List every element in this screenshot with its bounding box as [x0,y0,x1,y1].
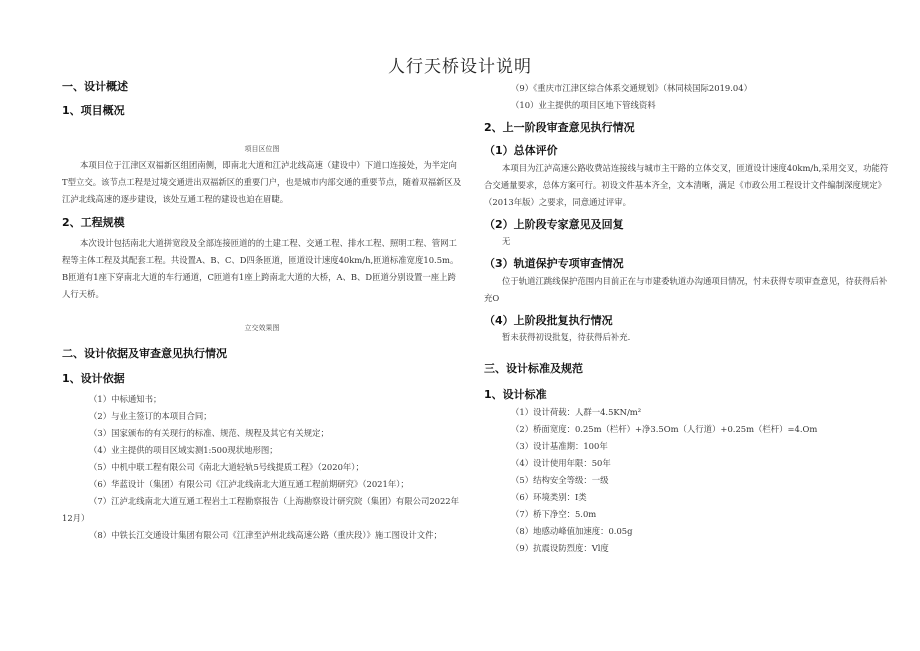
section-heading-basis: 二、设计依据及审查意见执行情况 [62,347,227,360]
left-column [62,78,462,544]
subheading-design-standards: 1、设计标准 [484,388,547,401]
subheading-overall-evaluation: （1）总体评价 [484,144,558,157]
paragraph-overall-evaluation: 本项目为江泸高速公路收费站连接线与城市主干路的立体交叉，匝道设计速度40km/h,采用交叉，功能符合交通量要求，总体方案可行。初设文件基本齐全，文本清晰，满足《市政公用工程设计文件编制深度规定》（2013年版）之要求，同意通过评审。 [484,163,889,207]
list-item: （8）地感动峰值加速度：0.05g [511,526,633,536]
list-item: （10）业主提供的项目区地下管线资料 [511,100,656,110]
paragraph-approval-execution: 暂未获得初设批复，待获得后补充. [502,332,631,342]
section-heading-overview: 一、设计概述 [62,80,128,93]
list-item: （7）桥下净空：5.0m [511,509,597,519]
caption-location-map: 项目区位图 [244,145,280,153]
list-item: （4）业主提供的项目区域实测1:500现状地形图； [89,445,278,455]
subheading-scale: 2、工程规模 [62,216,125,229]
list-item: （7）江泸北线南北大道互通工程岩土工程勘察报告（上海勘察设计研究院（集团）有限公司2022年12月） [62,496,460,523]
standards-list [484,404,892,557]
list-item: （5）结构安全等级：一级 [511,475,609,485]
paragraph-rail-protection: 位于轨道江跳线保护范围内目前正在与市建委轨道办沟通项目情况，忖未获得专项审查意见，待获得后补充O [484,276,888,303]
subheading-expert-opinions: （2）上阶段专家意见及回复 [484,218,624,231]
list-item: （1）设计荷载：人群一4.5KN/m² [511,407,642,417]
list-item: （2）与业主签订的本项目合同； [89,411,212,421]
subheading-rail-protection: （3）轨道保护专项审查情况 [484,257,624,270]
list-item: （6）华蓝设计（集团）有限公司《江泸北线南北大道互通工程前期研究》（2021年）； [89,479,409,489]
subheading-project-overview: 1、项目概况 [62,104,125,117]
list-item: （1）中标通知书； [89,394,162,404]
list-item: （4）设计使用年限：50年 [511,458,611,468]
paragraph-scale: 本次设计包括南北大道拼宽段及全部连接匝道的的土建工程、交通工程、排水工程、照明工程、管网工程等主体工程及其配套工程。共设置A、B、C、D四条匝道，匝道设计速度40km/h,匝道标准宽度10.5m。B匝道有1座下穿南北大道的车行通道，C匝道有1座上跨南北大道的大桥，A、B、D匝道分别设置一座上跨人行天桥。 [62,238,459,299]
list-item: （3）国家颁布的有关现行的标准、规范、规程及其它有关规定； [89,428,329,438]
list-item: （9）《重庆市江津区综合体系交通规划》（林同棪国际2019.04） [511,83,752,93]
list-item: （6）环境类别：I类 [511,492,587,502]
subheading-design-basis: 1、设计依据 [62,372,125,385]
subheading-review-execution: 2、上一阶段审查意见执行情况 [484,121,635,134]
page-title: 人行天桥设计说明 [388,57,532,77]
list-item: （5）中机中联工程有限公司《南北大道轻轨5号线提质工程》（2020年）； [89,462,364,472]
list-item: （3）设计基准期：100年 [511,441,608,451]
basis-list [62,391,462,544]
list-item: （2）桥面宽度：0.25m（栏杆）+净3.5Om（人行道）+0.25m（栏杆）=4.Om [511,424,818,434]
paragraph-expert-opinions: 无 [502,236,511,246]
paragraph-project-overview: 本项目位于江津区双福新区组团南侧，即南北大道和江泸北线高速（建设中）下道口连接处，为半定向T型立交。该节点工程是过境交通进出双福新区的重要门户，也是城市内部交通的重要节点，随着双福新区及江泸北线高速的逐步建设，该处互通工程的建设也迫在眉睫。 [62,160,462,204]
right-column [484,80,892,557]
list-item: （8）中铁长江交通设计集团有限公司《江津至泸州北线高速公路（重庆段）》施工图设计文件； [89,530,442,540]
section-heading-standards: 三、设计标准及规范 [484,362,583,375]
list-item: （9）抗震设防烈度：Vl度 [511,543,609,553]
subheading-approval-execution: （4）上阶段批复执行情况 [484,314,613,327]
caption-effect-drawing: 立交效果图 [244,324,280,332]
